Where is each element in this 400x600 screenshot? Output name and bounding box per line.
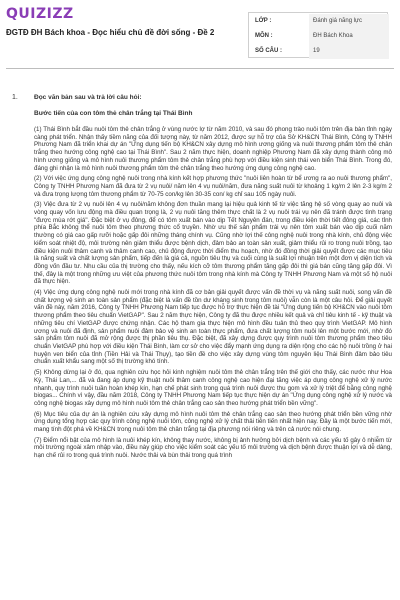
- quizizz-logo: QUIZIZZ: [6, 6, 74, 22]
- meta-row-question-count: [249, 44, 389, 59]
- quiz-title: ĐGTĐ ĐH Bách khoa - Đọc hiểu chủ đề đời sống - Đề 2: [6, 28, 215, 37]
- meta-label: SỐ CÂU :: [255, 48, 282, 54]
- question-number: 1.: [12, 94, 18, 101]
- meta-value: Đánh giá năng lực: [309, 14, 389, 29]
- meta-value: 19: [309, 44, 389, 59]
- header-divider: [6, 68, 394, 69]
- question-heading: Đọc văn bản sau và trả lời câu hỏi:: [34, 94, 142, 101]
- header: [0, 0, 400, 62]
- meta-label: MÔN :: [255, 33, 273, 39]
- passage-paragraph: (1) Thái Bình bắt đầu nuôi tôm thẻ chân trắng ở vùng nước lợ từ năm 2010, và sau đó phong trào nuôi tôm trên địa bàn tỉnh ngày càng phát triển. Nhận thấy tiềm năng của đối tượng này, từ năm 2012, được sự hỗ trợ của Sở KH&CN Thái Bình, Công ty TNHH Phương Nam đã triển khai dự án "Ứng dụng tiến bộ KH&CN xây dựng mô hình ương giống và nuôi thương phẩm tôm thẻ chân trắng theo hướng công nghệ cao tại Thái Bình". Sau 2 năm thực hiện, doanh nghiệp Phương Nam đã xây dựng thành công mô hình ương giống và mô hình nuôi thương phẩm tôm thẻ chân trắng phù hợp với điều kiện sinh thái ven biển Thái Bình. Trong đó, đáng ghi nhận là mô hình nuôi thương phẩm tôm thẻ chân trắng theo hướng ứng dụng công nghệ cao.: [34, 126, 392, 172]
- quiz-meta-box: [248, 12, 388, 58]
- question-content: [6, 74, 394, 600]
- passage-paragraph: (2) Với việc ứng dụng công nghệ nuôi trong nhà kính kết hợp phương thức "nuôi liên hoàn từ bể ương ra ao nuôi thương phẩm", Công ty TNHH Phương Nam đã đưa từ 2 vụ nuôi/ năm lên 4 vụ nuôi/năm, đưa năng suất nuôi từ khoảng 1 kg/m 2 lên 2-3 kg/m 2 và đưa trọng lượng tôm thương phẩm từ 70-75 con/kg lên 30-35 con/ kg chỉ sau 105 ngày nuôi.: [34, 175, 392, 198]
- meta-row-subject: [249, 29, 389, 44]
- meta-value: ĐH Bách Khoa: [309, 29, 389, 44]
- passage-paragraph: (5) Không dừng lại ở đó, qua nghiên cứu học hỏi kinh nghiệm nuôi tôm thẻ chân trắng trên thế giới cho thấy, các nước như Hoa Kỳ, Thái Lan,... đã và đang áp dụng kỹ thuật nuôi thâm canh công nghệ cao hiện đại tăng việc áp dụng công nghệ xử lý nước nhanh, quy trình nuôi tuần hoàn khép kín, hạn chế phát sinh trong quá trình nuôi được thu gom và xử lý triệt để bằng công nghệ biogas... Chính vì vậy, đầu năm 2018, Công ty TNHH Phương Nam tiếp tục thực hiện dự án "Ứng dụng công nghệ xử lý nước và công nghệ biogas xây dựng mô hình nuôi tôm thẻ chân trắng cao sản theo hướng phát triển bền vững".: [34, 369, 392, 407]
- passage-body: [34, 126, 392, 463]
- meta-label: LỚP :: [255, 18, 272, 24]
- passage-paragraph: (7) Điểm nổi bật của mô hình là nuôi khép kín, không thay nước, không bị ảnh hưởng bởi dịch bệnh và các yếu tố gây ô nhiễm từ môi trường ngoài xâm nhập vào, điều này giúp cho việc kiểm soát các yếu tố môi trường và dịch bệnh được thuận lợi và dễ dàng, hạn chế rủi ro trong quá trình nuôi. Nước thải và bùn thải trong quá trình: [34, 436, 392, 460]
- passage-paragraph: (6) Mục tiêu của dự án là nghiên cứu xây dựng mô hình nuôi tôm thẻ chân trắng cao sản theo hướng phát triển bền vững nhờ ứng dụng tổng hợp các quy trình công nghệ nuôi tôm, công nghệ xử lý chất thải tiên tiến nhất hiện nay. Đây là một bước tiến mới, mang tính đột phá về KH&CN trong nuôi tôm thẻ chân trắng tại địa phương nói riêng và trên cả nước nói chung.: [34, 410, 392, 434]
- passage-title: Bước tiến của con tôm thẻ chân trắng tại Thái Bình: [34, 110, 193, 117]
- meta-row-class: [249, 14, 389, 29]
- passage-paragraph: (3) Việc đưa từ 2 vụ nuôi lên 4 vụ nuôi/năm không đơn thuần mang lại hiệu quả kinh tế từ việc tăng hệ số vòng quay ao nuôi và vòng quay vốn lưu động mà điều quan trọng là, 2 vụ nuôi tăng thêm thực chất là 2 vụ nuôi trái vụ nên đã tránh được tình trạng "được mùa rớt giá". Đặc biệt ở vụ đông, để có tôm xuất bán vào dịp Tết Nguyên đán, trong điều kiện thời tiết đông giá, các tỉnh phía Bắc không thể nuôi tôm theo phương thức cổ truyền. Nhờ ưu thế sản phẩm trái vụ nên tôm xuất bán vào dịp cuối năm thường có giá cao gấp rưỡi hoặc gấp đôi những tháng chính vụ. Cũng nhờ lợi thế công nghệ nuôi trong nhà kính, chủ động việc kiểm soát nhiệt độ, môi trường nên giảm thiểu được bệnh dịch, đảm bảo an toàn sản xuất, giảm thiểu rủi ro trong nuôi trồng, tạo điều kiện nuôi thâm canh và thâm canh cao, chủ động được thời điểm thu hoạch, nhờ đó đồng thời giải quyết được các mục tiêu là năng suất và chất lượng sản phẩm, tiếp đến là giá cả, nguồn tiêu thụ và cuối cùng là suất lợi nhuận trên một đơn vị diện tích và đồng vốn đầu tư. Nhu cầu của thị trường cho thấy, nếu kích cỡ tôm thương phẩm tăng gấp đôi thì giá bán cũng tăng gấp đôi. Vì thế, đây là một trong những ưu việt của phương thức nuôi tôm trong nhà kính mà Công ty TNHH Phương Nam và một số hộ nuôi đã thực hiện.: [34, 201, 392, 286]
- passage-paragraph: (4) Việc ứng dụng công nghệ nuôi mới trong nhà kính đã cơ bản giải quyết được vấn đề thời vụ và năng suất nuôi, song vấn đề chất lượng vệ sinh an toàn sản phẩm (đặc biệt là vấn đề tồn dư kháng sinh trong tôm nuôi) vẫn còn là một câu hỏi. Để giải quyết vấn đề này, năm 2016, Công ty TNHH Phương Nam tiếp tục được hỗ trợ thực hiện đề tài "Ứng dụng tiến bộ KH&CN vào nuôi tôm thương phẩm theo tiêu chuẩn VietGAP". Sau 2 năm thực hiện, Công ty đã thu được nhiều kết quả và chỉ tiêu kinh tế - kỹ thuật và những tiêu chí VietGAP được chứng nhận. Các hộ tham gia thực hiện mô hình đều tuân thủ theo quy trình VietGAP. Mô hình ương và nuôi đã định, sản phẩm nuôi đảm bảo vệ sinh an toàn thực phẩm, đưa chất lượng tôm nuôi lên một bước mới, nhờ đó sản phẩm tôm nuôi đã mở rộng được thị phần tiêu thụ. Đặc biệt, đã xây dựng được quy trình nuôi tôm thương phẩm theo tiêu chuẩn VietGAP phù hợp với điều kiện Thái Bình, làm cơ sở cho việc đẩy mạnh ứng dụng ra diện rộng cho các hộ nuôi trồng ở hai huyện ven biển của tỉnh (Tiền Hải và Thái Thụy), tạo tiền đề cho việc xây dựng vùng tôm nguyên liệu Thái Bình đảm bảo tiêu chuẩn xuất khẩu sang một số thị trường khó tính.: [34, 289, 392, 366]
